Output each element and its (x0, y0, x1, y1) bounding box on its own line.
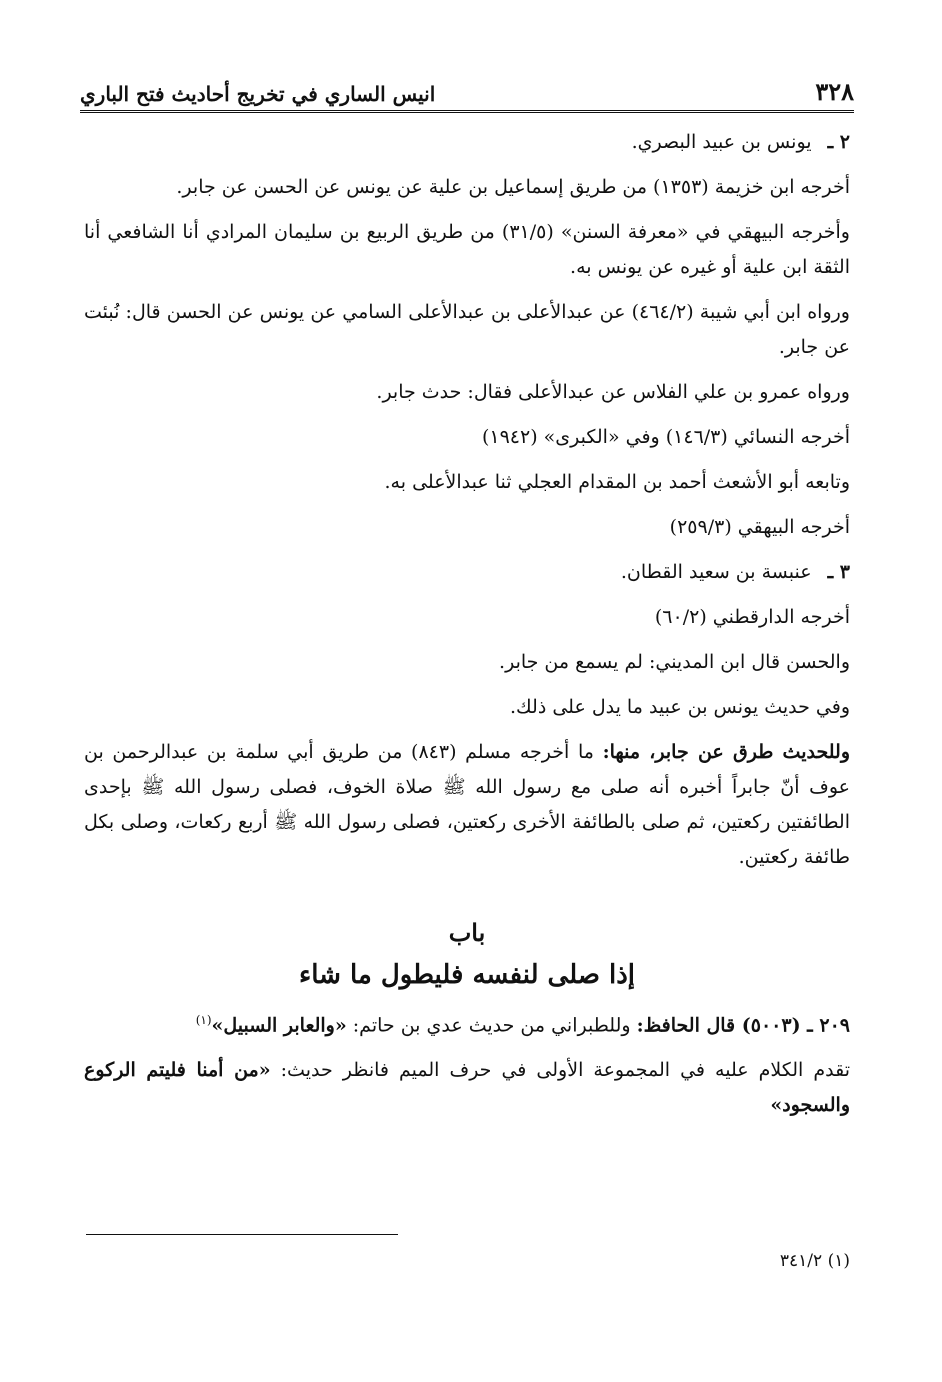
paragraph: ورواه عمرو بن علي الفلاس عن عبدالأعلى فقال: حدث جابر. (376, 381, 850, 403)
paragraph: ورواه ابن أبي شيبة (٤٦٤/٢) عن عبدالأعلى بن عبدالأعلى السامي عن يونس عن الحسن قال: نُبئت عن جابر. (84, 301, 850, 358)
paragraph (84, 555, 850, 590)
page-number: ٣٢٨ (815, 77, 854, 106)
item-text: يونس بن عبيد البصري. (631, 131, 812, 153)
paragraph: وأخرجه البيهقي في «معرفة السنن» (٣١/٥) من طريق الربيع بن سليمان المرادي أنا الشافعي أنا الثقة ابن علية أو غيره عن يونس به. (84, 221, 850, 278)
entry-text: وللطبراني من حديث عدي بن حاتم: (352, 1014, 631, 1037)
footnote-ref: (١) (195, 1013, 212, 1027)
footnote-separator (86, 1234, 398, 1235)
entry-quote: «والعابر السبيل» (211, 1014, 347, 1037)
paragraph: أخرجه الدارقطني (٦٠/٢) (654, 606, 850, 628)
chapter-title: إذا صلى لنفسه فليطول ما شاء (298, 960, 635, 990)
entry-head: ٢٠٩ ـ (٥٠٠٣) قال الحافظ: (636, 1014, 850, 1037)
main-text (84, 125, 850, 1133)
footnote-text: ٣٤١/٢ (779, 1251, 823, 1271)
follow-text: تقدم الكلام عليه في المجموعة الأولى في حرف الميم فانظر حديث: (280, 1059, 850, 1082)
paragraph: وفي حديث يونس بن عبيد ما يدل على ذلك. (509, 696, 850, 718)
chapter-label: باب (448, 918, 486, 947)
follow-quote: «من أمنا فليتم الركوع والسجود» (84, 1059, 850, 1117)
item-number: ٣ ـ (827, 561, 850, 583)
hadith-entry (84, 1003, 850, 1043)
paragraph: والحسن قال ابن المديني: لم يسمع من جابر. (499, 651, 850, 673)
chapter-heading (84, 913, 850, 997)
paragraph (84, 1053, 850, 1123)
running-title: انيس الساري في تخريج أحاديث فتح الباري (80, 82, 436, 106)
paragraph (84, 125, 850, 160)
bold-lead: وللحديث طرق عن جابر، منها: (602, 741, 850, 763)
paragraph-text: ما أخرجه مسلم (٨٤٣) من طريق أبي سلمة بن عبدالرحمن بن عوف أنّ جابراً أخبره أنه صلى مع رسول الله ﷺ صلاة الخوف، فصلى رسول الله ﷺ بإحدى الطائفتين ركعتين، ثم صلى بالطائفة الأخرى ركعتين، فصلى رسول الله ﷺ أربع ركعات، وصلى بكل طائفة ركعتين. (84, 741, 850, 868)
paragraph: أخرجه ابن خزيمة (١٣٥٣) من طريق إسماعيل بن علية عن يونس عن الحسن عن جابر. (176, 176, 850, 198)
item-text: عنبسة بن سعيد القطان. (620, 561, 812, 583)
paragraph (84, 735, 850, 875)
footnote-mark: (١) (827, 1251, 850, 1271)
page-header (80, 60, 854, 113)
paragraph: وتابعه أبو الأشعث أحمد بن المقدام العجلي ثنا عبدالأعلى به. (384, 471, 850, 493)
footnote (86, 1246, 850, 1276)
item-number: ٢ ـ (827, 131, 850, 153)
paragraph: أخرجه البيهقي (٢٥٩/٣) (669, 516, 850, 538)
paragraph: أخرجه النسائي (١٤٦/٣) وفي «الكبرى» (١٩٤٢) (481, 426, 850, 448)
